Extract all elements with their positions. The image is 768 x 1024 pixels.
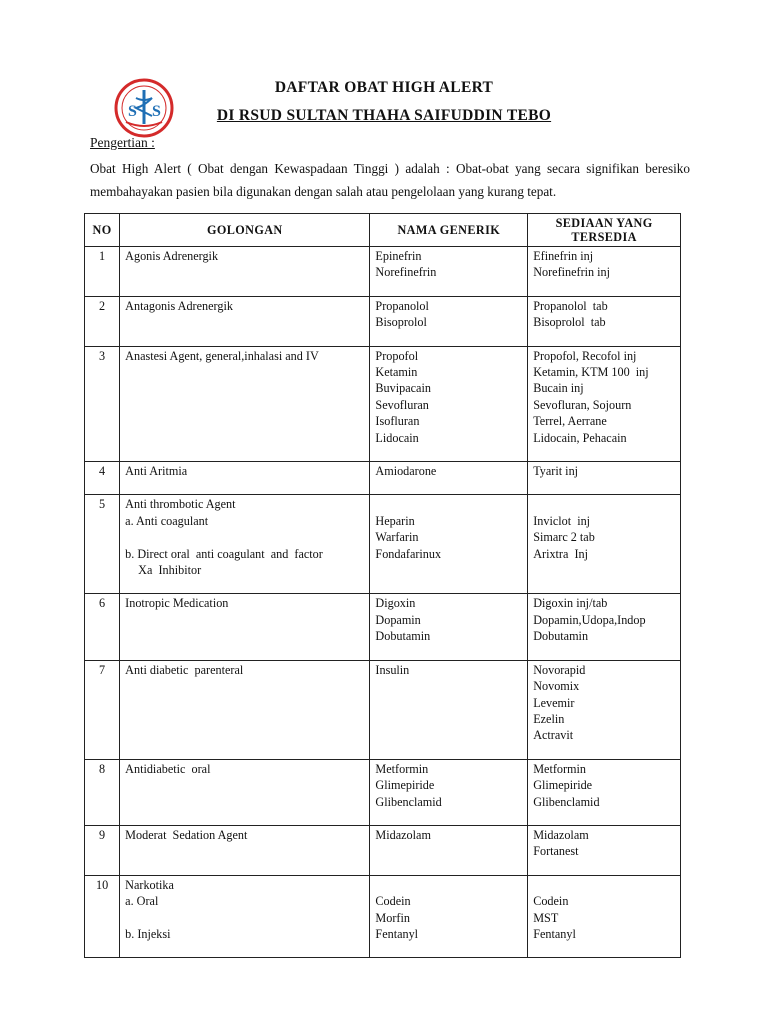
cell-line: Sevofluran: [375, 397, 429, 412]
cell-line: Sevofluran, Sojourn: [533, 397, 632, 412]
cell-line: [375, 711, 522, 727]
cell-line: Metformin: [375, 761, 429, 776]
cell-nama-generik: [370, 495, 528, 594]
cell-sediaan: [528, 759, 681, 825]
header-nama-generik: NAMA GENERIK: [370, 214, 528, 247]
cell-line: Ketamin: [375, 365, 418, 380]
cell-line: Anti diabetic parenteral: [125, 662, 244, 677]
cell-line: Glimepiride: [533, 778, 593, 793]
cell-line: [125, 843, 364, 859]
cell-line: Propanolol tab: [533, 298, 608, 313]
cell-line: [533, 496, 675, 512]
cell-no: 7: [85, 660, 120, 759]
cell-nama-generik: [370, 594, 528, 660]
cell-line: Arixtra Inj: [533, 546, 589, 561]
cell-sediaan: [528, 495, 681, 594]
cell-line: a. Anti coagulant: [125, 513, 209, 528]
cell-line: [125, 695, 364, 711]
cell-line: Norefinefrin inj: [533, 265, 611, 280]
cell-line: [375, 695, 522, 711]
cell-no: 1: [85, 247, 120, 297]
document-subtitle: DI RSUD SULTAN THAHA SAIFUDDIN TEBO: [216, 107, 552, 124]
cell-golongan: [120, 759, 370, 825]
cell-sediaan: [528, 247, 681, 297]
cell-golongan: [120, 346, 370, 461]
cell-line: Digoxin: [375, 596, 416, 611]
cell-nama-generik: [370, 247, 528, 297]
header-golongan: GOLONGAN: [120, 214, 370, 247]
cell-line: Xa Inhibitor: [138, 563, 202, 578]
cell-no: 9: [85, 825, 120, 875]
cell-line: Propofol, Recofol inj: [533, 348, 637, 363]
cell-sediaan: [528, 825, 681, 875]
cell-line: [375, 562, 522, 578]
cell-line: [533, 562, 675, 578]
cell-line: [125, 380, 364, 396]
cell-nama-generik: [370, 346, 528, 461]
cell-golongan: [120, 296, 370, 346]
cell-line: Fentanyl: [375, 926, 419, 941]
cell-line: Bisoprolol tab: [533, 315, 606, 330]
cell-sediaan: [528, 594, 681, 660]
cell-line: [125, 794, 364, 810]
cell-line: Dobutamin: [375, 629, 431, 644]
cell-line: Fortanest: [533, 844, 579, 859]
cell-line: Propofol: [375, 348, 419, 363]
cell-golongan: [120, 875, 370, 958]
cell-line: Fondafarinux: [375, 546, 442, 561]
table-header-row: [85, 214, 681, 247]
cell-sediaan: [528, 660, 681, 759]
cell-line: Lidocain, Pehacain: [533, 430, 627, 445]
cell-line: Efinefrin inj: [533, 249, 594, 263]
cell-nama-generik: [370, 875, 528, 958]
cell-line: Inviclot inj: [533, 513, 591, 528]
cell-line: Ezelin: [533, 711, 565, 726]
cell-nama-generik: [370, 759, 528, 825]
cell-line: Buvipacain: [375, 381, 431, 396]
cell-line: Ketamin, KTM 100 inj: [533, 365, 649, 380]
cell-line: Glibenclamid: [375, 794, 442, 809]
cell-line: Fentanyl: [533, 926, 576, 941]
cell-line: Codein: [375, 894, 411, 909]
cell-no: 3: [85, 346, 120, 461]
svg-text:S: S: [128, 103, 137, 120]
cell-line: Insulin: [375, 662, 410, 677]
svg-text:S: S: [152, 103, 161, 120]
cell-line: [375, 727, 522, 743]
cell-line: [125, 612, 364, 628]
cell-line: Novorapid: [533, 662, 586, 677]
cell-line: Inotropic Medication: [125, 596, 229, 611]
cell-nama-generik: [370, 462, 528, 495]
cell-line: Simarc 2 tab: [533, 530, 595, 545]
cell-no: 6: [85, 594, 120, 660]
cell-line: Anastesi Agent, general,inhalasi and IV: [125, 348, 319, 363]
cell-golongan: [120, 247, 370, 297]
cell-line: [125, 397, 364, 413]
table-row: [85, 462, 681, 495]
cell-no: 2: [85, 296, 120, 346]
table-body: [85, 247, 681, 958]
cell-line: Tyarit inj: [533, 464, 579, 479]
cell-line: Novomix: [533, 679, 580, 694]
cell-line: Anti thrombotic Agent: [125, 497, 236, 512]
table-row: [85, 759, 681, 825]
table-row: [85, 825, 681, 875]
cell-line: [375, 496, 522, 512]
cell-nama-generik: [370, 660, 528, 759]
cell-line: Amiodarone: [375, 464, 437, 479]
cell-sediaan: [528, 875, 681, 958]
cell-golongan: [120, 825, 370, 875]
cell-golongan: [120, 660, 370, 759]
cell-sediaan: [528, 462, 681, 495]
cell-line: [125, 628, 364, 644]
table-row: [85, 247, 681, 297]
cell-line: Propanolol: [375, 298, 429, 313]
cell-sediaan: [528, 346, 681, 461]
document-title: DAFTAR OBAT HIGH ALERT: [274, 79, 494, 96]
cell-line: b. Injeksi: [125, 926, 171, 941]
cell-line: Antagonis Adrenergik: [125, 298, 233, 313]
cell-line: [125, 678, 364, 694]
cell-line: Actravit: [533, 728, 574, 743]
cell-golongan: [120, 594, 370, 660]
cell-line: Isofluran: [375, 414, 420, 429]
table-row: [85, 660, 681, 759]
cell-no: 8: [85, 759, 120, 825]
cell-sediaan: [528, 296, 681, 346]
cell-line: Heparin: [375, 513, 415, 528]
table-row: [85, 296, 681, 346]
cell-no: 10: [85, 875, 120, 958]
pengertian-text: Obat High Alert ( Obat dengan Kewaspadaan Tinggi ) adalah : Obat-obat yang secara signifikan beresiko membahayakan pasien bila digunakan dengan salah atau pengelolaan yang kurang tepat.: [90, 161, 690, 199]
cell-line: Agonis Adrenergik: [125, 249, 219, 263]
cell-line: Codein: [533, 894, 569, 909]
table-row: [85, 875, 681, 958]
cell-line: Anti Aritmia: [125, 464, 188, 479]
cell-line: Dobutamin: [533, 629, 589, 644]
table-row: [85, 495, 681, 594]
cell-line: [125, 529, 364, 545]
cell-line: Norefinefrin: [375, 265, 437, 280]
cell-line: Midazolam: [533, 827, 589, 842]
cell-line: [125, 314, 364, 330]
cell-line: Lidocain: [375, 430, 419, 445]
cell-line: Epinefrin: [375, 249, 422, 263]
cell-line: Antidiabetic oral: [125, 761, 211, 776]
cell-nama-generik: [370, 296, 528, 346]
cell-line: [375, 678, 522, 694]
cell-line: Dopamin: [375, 612, 421, 627]
cell-no: 5: [85, 495, 120, 594]
header-no: NO: [85, 214, 120, 247]
header-sediaan: SEDIAAN YANG TERSEDIA: [528, 214, 681, 247]
cell-golongan: [120, 462, 370, 495]
cell-line: [125, 430, 364, 446]
cell-line: Warfarin: [375, 530, 419, 545]
cell-line: [125, 727, 364, 743]
cell-line: Midazolam: [375, 827, 431, 842]
cell-line: [125, 413, 364, 429]
cell-line: [375, 843, 522, 859]
cell-line: Glimepiride: [375, 778, 435, 793]
table-row: [85, 594, 681, 660]
cell-line: [375, 877, 522, 893]
cell-line: a. Oral: [125, 894, 159, 909]
cell-line: Bucain inj: [533, 381, 584, 396]
cell-line: Moderat Sedation Agent: [125, 827, 248, 842]
cell-no: 4: [85, 462, 120, 495]
high-alert-drug-table: [84, 213, 681, 958]
cell-line: [125, 364, 364, 380]
cell-line: [125, 711, 364, 727]
pengertian-label: Pengertian :: [90, 135, 155, 150]
cell-golongan: [120, 495, 370, 594]
cell-line: [533, 877, 675, 893]
cell-line: Digoxin inj/tab: [533, 596, 608, 611]
cell-line: [125, 777, 364, 793]
cell-line: Terrel, Aerrane: [533, 414, 607, 429]
cell-line: MST: [533, 910, 559, 925]
cell-line: [125, 264, 364, 280]
cell-line: Morfin: [375, 910, 410, 925]
cell-line: Levemir: [533, 695, 575, 710]
cell-line: Bisoprolol: [375, 315, 427, 330]
cell-line: Dopamin,Udopa,Indop: [533, 612, 646, 627]
cell-line: Metformin: [533, 761, 587, 776]
cell-line: Narkotika: [125, 877, 174, 892]
cell-nama-generik: [370, 825, 528, 875]
cell-line: [125, 910, 364, 926]
table-row: [85, 346, 681, 461]
cell-line: Glibenclamid: [533, 794, 600, 809]
cell-line: b. Direct oral anti coagulant and factor: [125, 546, 323, 561]
